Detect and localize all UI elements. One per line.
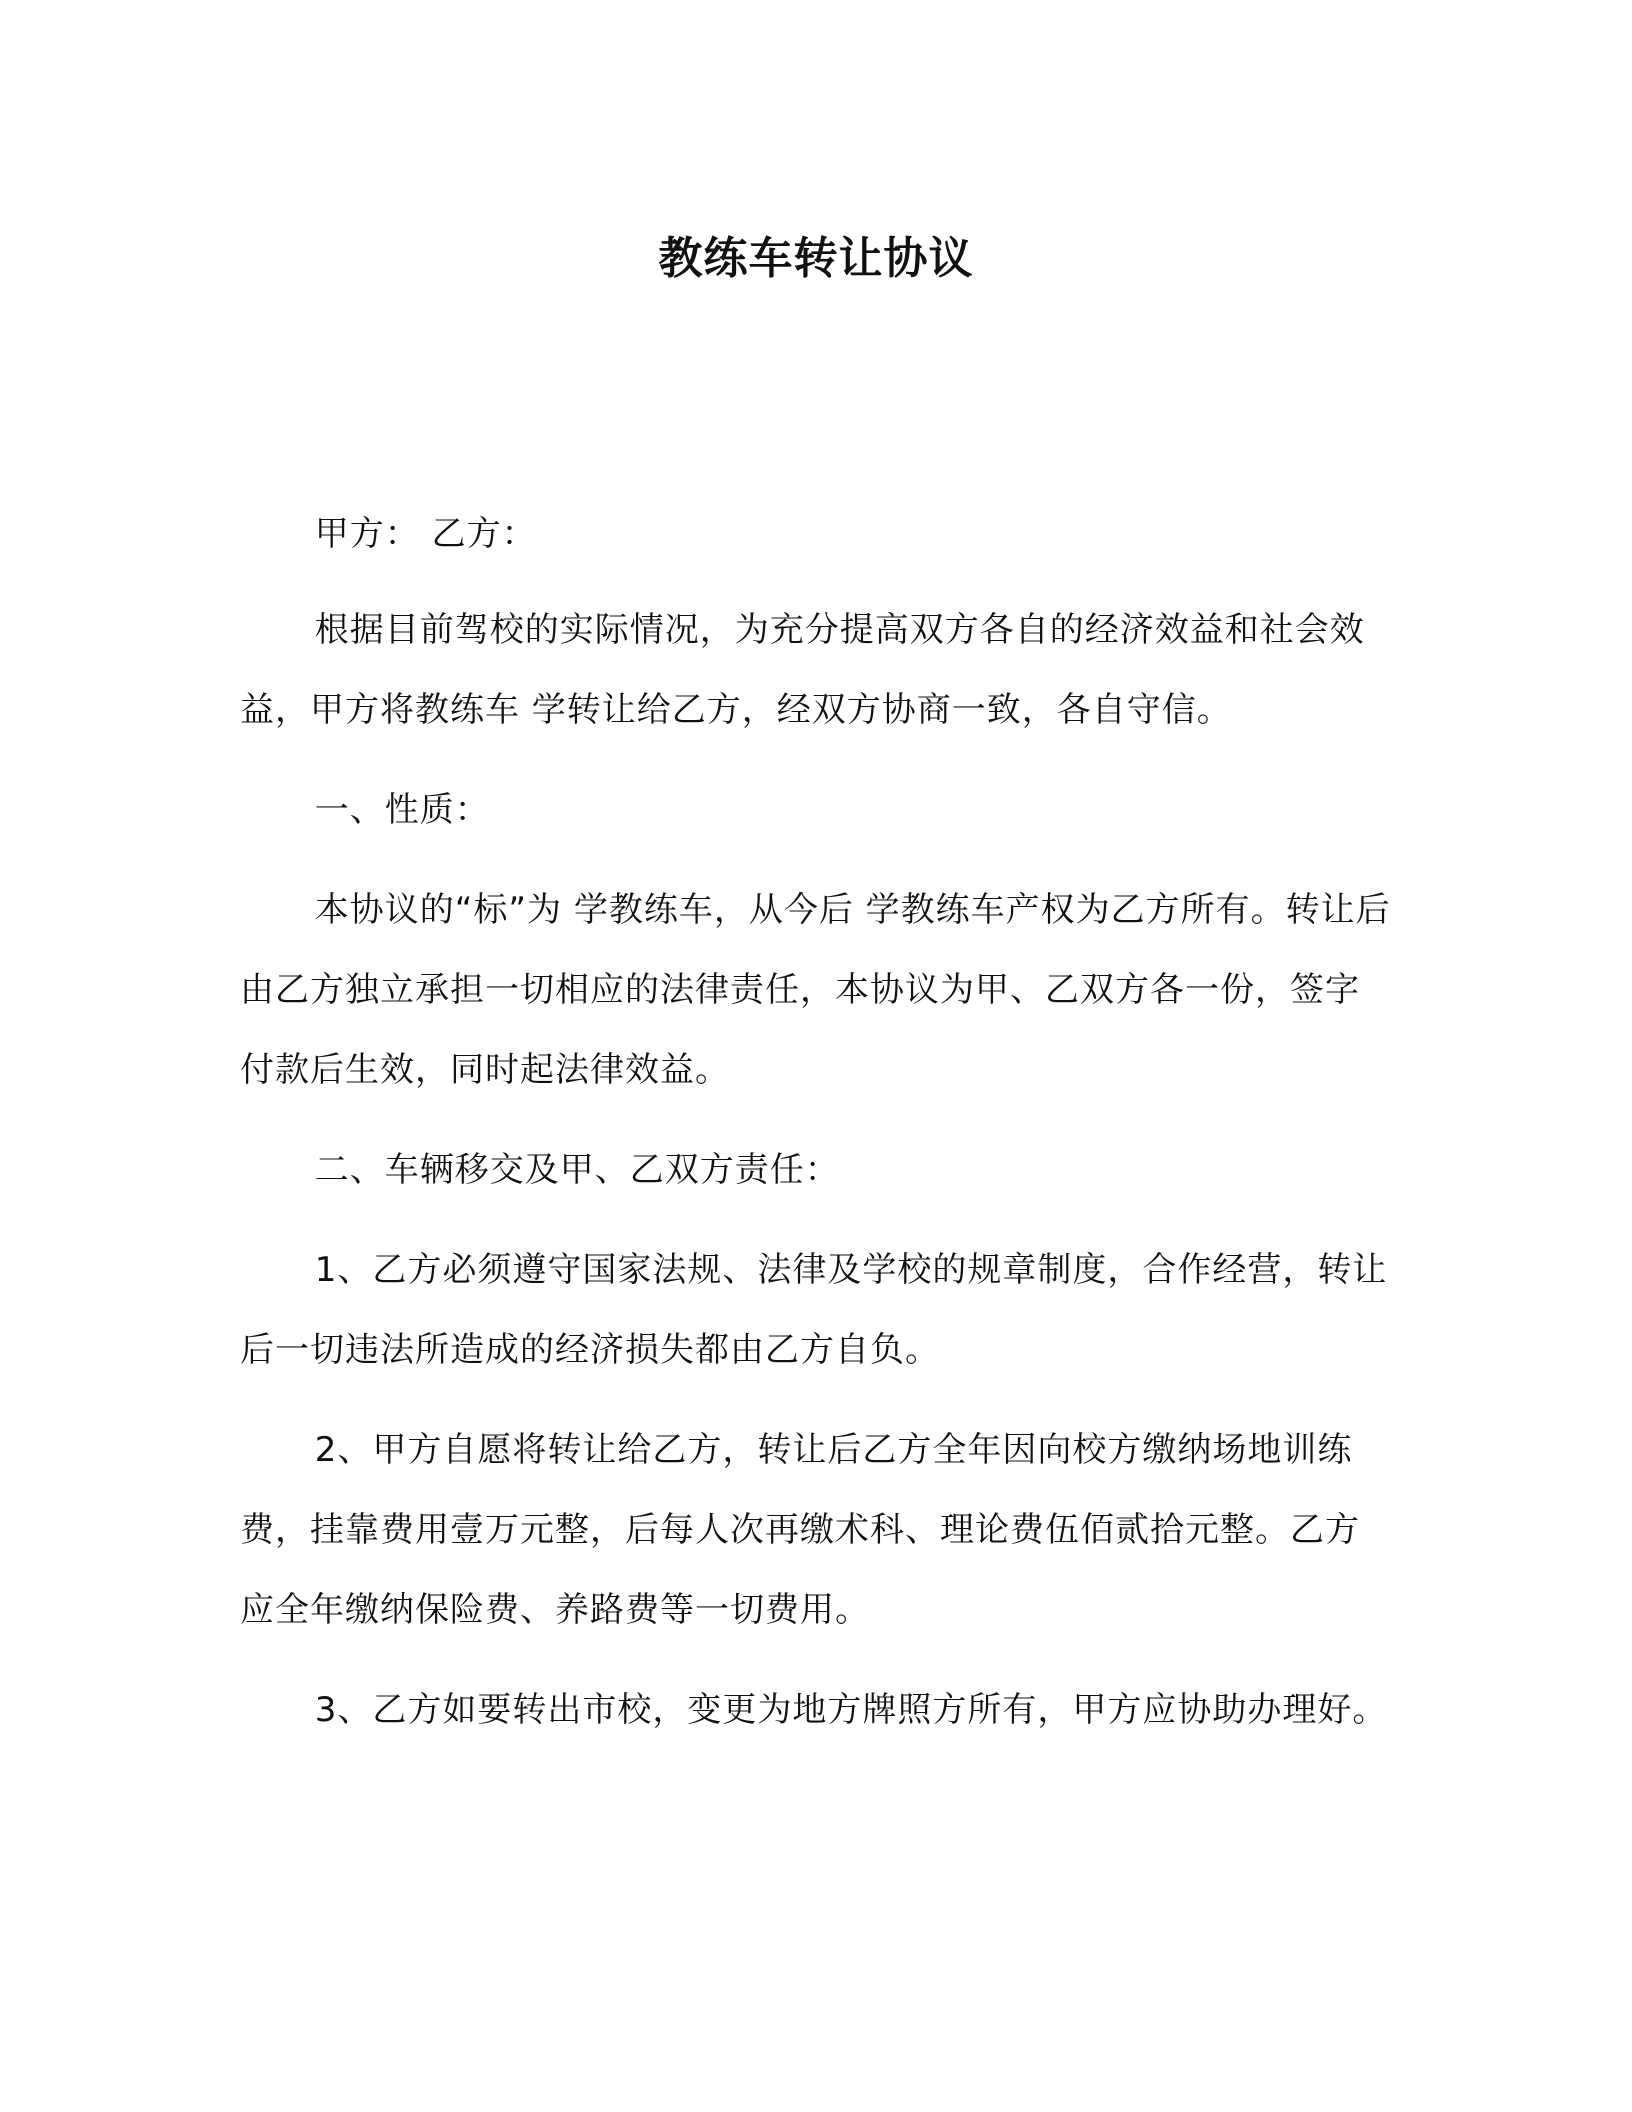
document-body: [240, 494, 1392, 1770]
clause-2: 2、甲方自愿将转让给乙方，转让后乙方全年因向校方缴纳场地训练费，挂靠费用壹万元整，后每人次再缴术科、理论费伍佰贰拾元整。乙方应全年缴纳保险费、养路费等一切费用。: [240, 1430, 1360, 1630]
document-title: 教练车转让协议: [658, 233, 974, 284]
clause-3: 3、乙方如要转出市校，变更为地方牌照方所有，甲方应协助办理好。: [314, 1690, 1388, 1730]
clause-1: 1、乙方必须遵守国家法规、法律及学校的规章制度，合作经营，转让后一切违法所造成的经济损失都由乙方自负。: [240, 1250, 1388, 1370]
nature-paragraph: 本协议的“标”为 学教练车，从今后 学教练车产权为乙方所有。转让后由乙方独立承担一切相应的法律责任，本协议为甲、乙双方各一份，签字付款后生效，同时起法律效益。: [240, 890, 1391, 1090]
section-heading-transfer: 二、车辆移交及甲、乙双方责任：: [314, 1150, 840, 1190]
preamble-paragraph: 根据目前驾校的实际情况，为充分提高双方各自的经济效益和社会效益，甲方将教练车 学转让给乙方，经双方协商一致，各自守信。: [240, 610, 1365, 730]
section-heading-nature: 一、性质：: [314, 790, 490, 830]
parties-line: 甲方： 乙方：: [314, 514, 537, 554]
